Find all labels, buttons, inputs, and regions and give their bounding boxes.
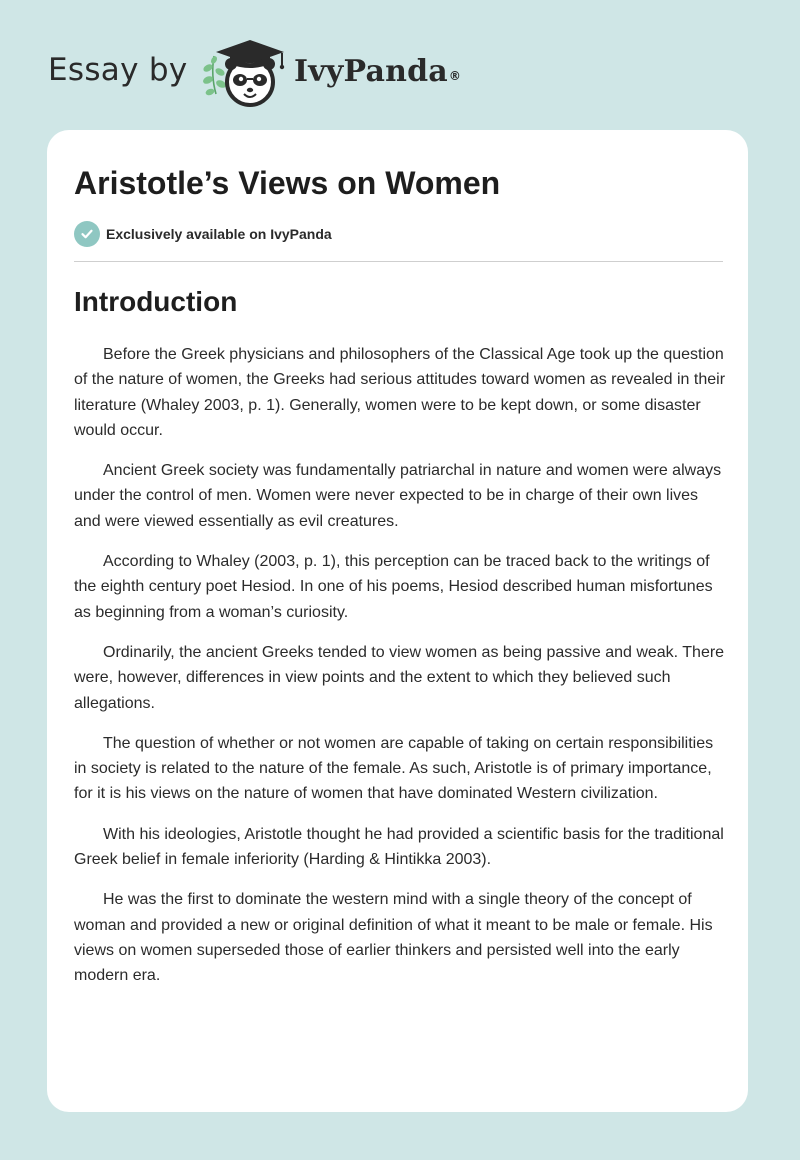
- brand-text: IvyPanda: [294, 54, 448, 89]
- registered-mark: ®: [448, 69, 462, 83]
- checkmark-icon: [80, 227, 94, 241]
- paragraph: Ordinarily, the ancient Greeks tended to view women as being passive and weak. There were, however, differences in view points and the extent to which they believed such allegations.: [74, 643, 725, 712]
- panda-graduate-icon[interactable]: [198, 34, 294, 110]
- paragraph: According to Whaley (2003, p. 1), this perception can be traced back to the writings of the eighth century poet Hesiod. In one of his poems, Hesiod described human misfortunes as beginning from a woman’s curiosity.: [74, 553, 713, 621]
- badge-text: Exclusively available on IvyPanda: [106, 226, 332, 242]
- paragraph: The question of whether or not women are capable of taking on certain responsibilities in society is related to the nature of the female. As such, Aristotle is of primary importance, for it is his views on the nature of women that have dominated Western civilization.: [74, 734, 714, 803]
- paragraph: Before the Greek physicians and philosophers of the Classical Age took up the question of the nature of women, the Greeks had serious attitudes toward women as revealed in their literature (Whaley 2003, p. 1). Generally, women were to be kept down, or some disaster would occur.: [74, 346, 726, 439]
- essay-body: [74, 342, 726, 1004]
- paragraph: With his ideologies, Aristotle thought he had provided a scientific basis for the traditional Greek belief in female inferiority (Harding & Hintikka 2003).: [74, 825, 724, 869]
- essay-by-label: Essay by: [48, 52, 188, 88]
- essay-card: [47, 130, 748, 1112]
- leaf-icon: [202, 55, 227, 96]
- brand-name[interactable]: [294, 52, 461, 92]
- page-title: Aristotle’s Views on Women: [74, 165, 501, 201]
- exclusive-badge: [74, 220, 332, 248]
- paragraph: He was the first to dominate the western mind with a single theory of the concept of woman and provided a new or original definition of what it meant to be male or female. His views on women superseded those of earlier thinkers and persisted well into the early modern era.: [74, 891, 713, 985]
- section-heading: Introduction: [74, 286, 238, 317]
- site-header: [0, 0, 800, 130]
- title-divider: [74, 261, 723, 262]
- check-circle-icon: [74, 221, 100, 247]
- paragraph: Ancient Greek society was fundamentally patriarchal in nature and women were always under the control of men. Women were never expected to be in charge of their own lives and were viewed essentially as evil creatures.: [74, 462, 722, 530]
